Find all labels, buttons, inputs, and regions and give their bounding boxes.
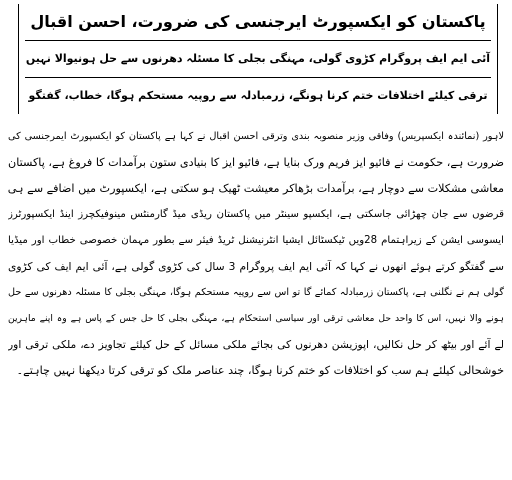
- body-line: لے آئے اور بیٹھ کر حل نکالیں، اپوزیشن دھرنوں کی بجائے ملکی مسائل کے حل کیلئے تجاویز دے، ملکی ترقی اور: [8, 338, 504, 351]
- body-line: ہونے والا نہیں، اس کا واحد حل معاشی ترقی اور سیاسی استحکام ہے، مہنگی بجلی کا حل جس کے پاس ہے وہ اپنے ماہرین: [8, 313, 504, 324]
- body-line: گولی ہم نے نگلنی ہے، پاکستان زرمبادلہ کمائے گا تو اس سے روپیہ مستحکم ہوگا، مہنگی بجلی کا مسئلہ دھرنوں سے حل: [8, 287, 504, 298]
- body-line: لاہور (نمائندہ ایکسپریس) وفاقی وزیر منصوبہ بندی وترقی احسن اقبال نے کہا ہے پاکستان کو ایکسپورٹ ایمرجنسی کی: [8, 131, 504, 142]
- headline-2: آئی ایم ایف پروگرام کڑوی گولی، مہنگی بجلی کا مسئلہ دھرنوں سے حل ہونیوالا نہیں: [25, 41, 491, 78]
- body-line: معاشی مشکلات سے دوچار ہے، برآمدات بڑھاکر معیشت ٹھیک ہو سکتی ہے، ایکسپورٹ میں اضافے سے ہی: [8, 182, 504, 195]
- headline-box: [18, 4, 498, 114]
- body-line: خوشحالی کیلئے ہم سب کو اختلافات کو ختم کرنا ہوگا، چند عناصر ملک کو ترقی کرتا دیکھنا نہیں چاہتے۔: [16, 364, 504, 377]
- headline-1: پاکستان کو ایکسپورٹ ایرجنسی کی ضرورت، احسن اقبال: [25, 4, 491, 41]
- headline-3: ترقی کیلئے اختلافات ختم کرنا ہونگے، زرمبادلہ سے روپیہ مستحکم ہوگا، خطاب، گفتگو: [28, 89, 488, 102]
- article-body: [6, 124, 506, 384]
- body-line: قرضوں سے جان چھڑائی جاسکتی ہے، ایکسپو سینٹر میں پاکستان ریڈی میڈ گارمنٹس مینوفیکچرز اینڈ ایکسپورٹرز: [8, 209, 504, 220]
- body-line: سے گفتگو کرتے ہوئے انھوں نے کہا کہ آئی ایم ایف پروگرام 3 سال کی کڑوی گولی ہے، آئی ایم ایف کی کڑوی: [8, 260, 504, 273]
- body-line: ایسوسی ایشن کے زیراہتمام 28ویں ٹیکسٹائل ایشیا انٹرنیشنل ٹریڈ فیئر سے بطور مہمان خصوصی خطاب اور میڈیا: [8, 235, 504, 246]
- body-line: ضرورت ہے، حکومت نے فائیو ایز فریم ورک بنایا ہے، فائیو ایز کا بنیادی ستون برآمدات کا فروغ ہے، پاکستان: [8, 156, 504, 169]
